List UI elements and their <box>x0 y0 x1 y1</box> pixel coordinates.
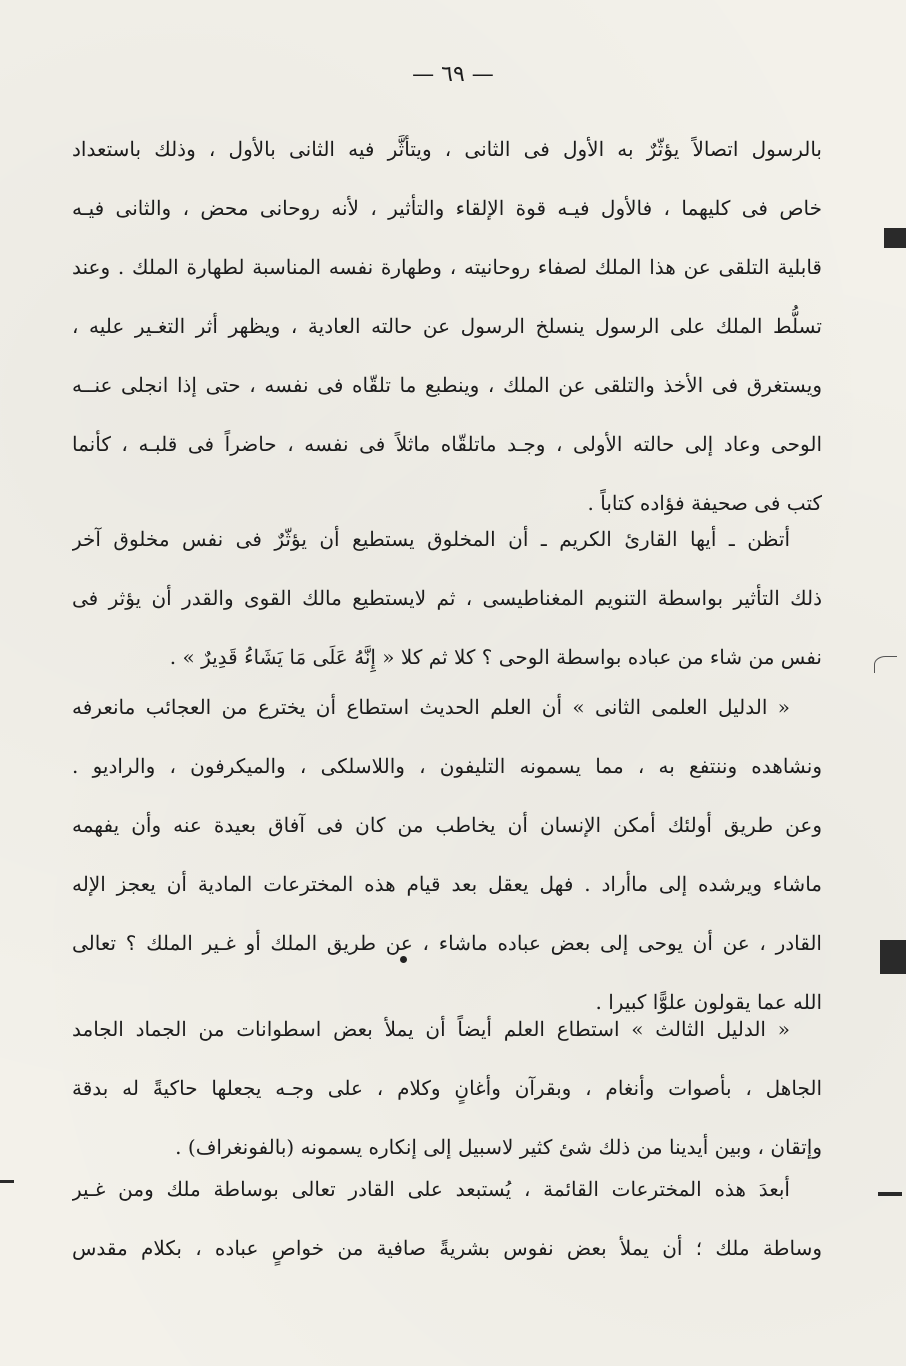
text-line: نفس من شاء من عباده بواسطة الوحى ؟ كلا ثم كلا « إِنَّهُ عَلَى مَا يَشَاءُ قَدِيرٌ » . <box>169 645 822 669</box>
text-line: كتب فى صحيفة فؤاده كتاباً . <box>587 491 822 515</box>
binding-mark <box>0 1180 14 1183</box>
binding-mark <box>878 1192 902 1196</box>
text-line: ذلك التأثير بواسطة التنويم المغناطيسى ، ثم لايستطيع مالك القوى والقدر أن يؤثر فى <box>72 586 822 610</box>
text-line: وعن طريق أولئك أمكن الإنسان أن يخاطب من كان فى آفاق بعيدة عنه وأن يفهمه <box>72 813 822 837</box>
binding-mark <box>884 228 906 248</box>
text-line: وساطة ملك ؛ أن يملأ بعض نفوس بشريةً صافية من خواصٍ عباده ، بكلام مقدس <box>72 1236 822 1260</box>
paragraph-4 <box>72 1000 822 1177</box>
text-line: « الدليل الثالث » استطاع العلم أيضاً أن يملأ بعض اسطوانات من الجماد الجامد <box>72 1017 790 1041</box>
text-line: قابلية التلقى عن هذا الملك لصفاء روحانيته ، وطهارة نفسه المناسبة لطهارة الملك . وعند <box>72 255 822 279</box>
paragraph-5 <box>72 1160 822 1278</box>
paragraph-2 <box>72 510 822 687</box>
page-number: — ٦٩ — <box>412 62 494 87</box>
paragraph-3 <box>72 678 822 1032</box>
paragraph-1 <box>72 120 822 533</box>
text-line: الله عما يقولون علوًّا كبيرا . <box>595 990 822 1014</box>
text-line: تسلُّط الملك على الرسول ينسلخ الرسول عن حالته العادية ، ويظهر أثر التغـير عليه ، <box>72 314 822 338</box>
text-line: ونشاهده وننتفع به ، مما يسمونه التليفون ، واللاسلكى ، والميكرفون ، والراديو . <box>72 754 822 778</box>
text-line: بالرسول اتصالاً يؤثّرٌ به الأول فى الثانى ، ويتأثَّر فيه الثانى بالأول ، وذلك باستعداد <box>72 137 822 161</box>
text-line: « الدليل العلمى الثانى » أن العلم الحديث استطاع أن يخترع من العجائب مانعرفه <box>72 695 790 719</box>
text-line: خاص فى كليهما ، فالأول فيـه قوة الإلقاء والتأثير ، لأنه روحانى محض ، والثانى فيـه <box>72 196 822 220</box>
text-line: أتظن ـ أيها القارئ الكريم ـ أن المخلوق يستطيع أن يؤثّرٌ فى نفس مخلوق آخر <box>72 527 790 551</box>
pencil-stroke <box>874 656 897 673</box>
text-line: ماشاء ويرشده إلى ماأراد . فهل يعقل بعد قيام هذه المخترعات المادية أن يعجز الإله <box>72 872 822 896</box>
text-line: ويستغرق فى الأخذ والتلقى عن الملك ، وينطبع ما تلقّاه فى نفسه ، حتى إذا انجلى عنــه <box>72 373 822 397</box>
text-line: القادر ، عن أن يوحى إلى بعض عباده ماشاء ، عن طريق الملك أو غـير الملك ؟ تعالى <box>72 931 822 955</box>
text-line: أبعدَ هذه المخترعات القائمة ، يُستبعد على القادر تعالى بوساطة ملك ومن غـير <box>72 1177 790 1201</box>
ink-spot <box>400 956 407 963</box>
text-line: الوحى وعاد إلى حالته الأولى ، وجـد ماتلقّاه ماثلاً فى نفسه ، حاضراً فى قلبـه ، كأنما <box>72 432 822 456</box>
binding-mark <box>880 940 906 974</box>
text-line: وإتقان ، وبين أيدينا من ذلك شئ كثير لاسبيل إلى إنكاره يسمونه (بالفونغراف) . <box>175 1135 822 1159</box>
text-line: الجاهل ، بأصوات وأنغام ، وبقرآن وأغانٍ وكلام ، على وجـه يجعلها حاكيةً له بدقة <box>72 1076 822 1100</box>
